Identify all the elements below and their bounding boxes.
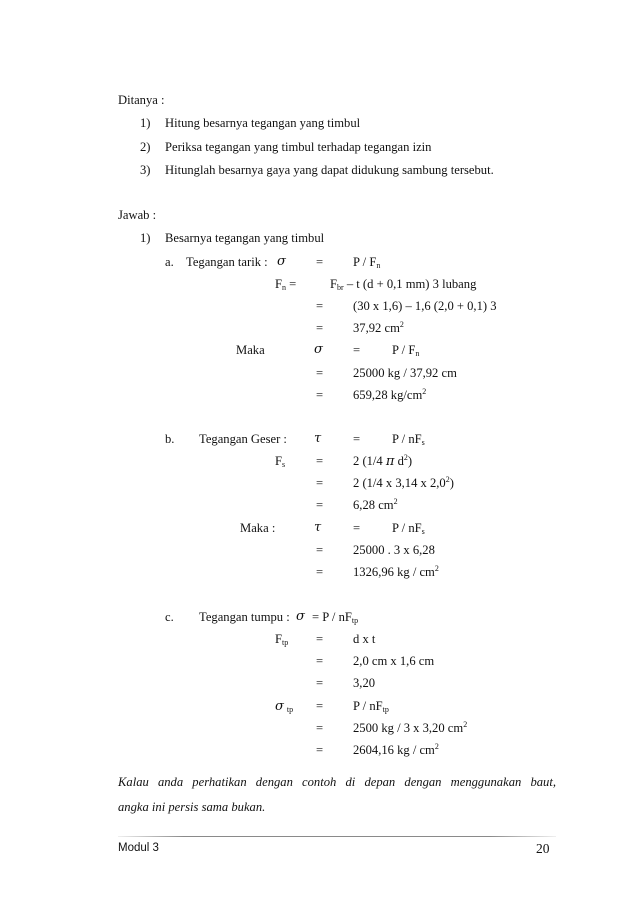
formula-result: 2,0 cm x 1,6 cm — [353, 654, 435, 668]
formula-result: 1326,96 kg / $cm^2$ — [353, 564, 439, 579]
question-text: Periksa tegangan yang timbul terhadap tegangan izin — [165, 140, 432, 154]
formula-result: 37,92 $cm^2$ — [353, 320, 404, 335]
formula-result: 2604,16 kg / $cm^2$ — [353, 742, 439, 757]
equals-sign: = — [316, 454, 324, 468]
question-number: 2) — [140, 140, 151, 154]
footer-module: Modul 3 — [118, 842, 159, 854]
answer-item-text: Besarnya tegangan yang timbul — [165, 231, 325, 245]
ftp-label: $F_{tp}$ — [275, 632, 289, 647]
maka-label: Maka — [236, 343, 265, 357]
equals-sign: = — [316, 654, 324, 668]
part-b-letter: b. — [165, 432, 175, 446]
equals-sign: = — [316, 498, 324, 512]
question-text: Hitung besarnya tegangan yang timbul — [165, 116, 361, 130]
equals-sign: = — [353, 521, 361, 535]
sigma-tp-label: σ $_{tp}$ — [275, 699, 294, 714]
equals-sign: = — [353, 343, 361, 357]
equals-sign: = — [353, 432, 361, 446]
equals-sign: = — [316, 366, 324, 380]
part-a-letter: a. — [165, 255, 174, 269]
formula-result: = P / $nF_{tp}$ — [312, 610, 359, 625]
formula-result: P / $nF_s$ — [392, 432, 425, 447]
formula-result: 25000 kg / 37,92 cm — [353, 366, 457, 380]
maka-label: Maka : — [240, 521, 276, 535]
sigma-symbol: σ — [314, 342, 323, 357]
formula-result: 6,28 $cm^2$ — [353, 497, 398, 512]
formula-result: 25000 . 3 x 6,28 — [353, 543, 435, 557]
fs-label: $F_s$ — [275, 454, 286, 469]
formula-result: 2500 kg / 3 x 3,20 $cm^2$ — [353, 720, 468, 735]
part-b-label: Tegangan Geser : — [199, 432, 287, 446]
closing-line-1: Kalau anda perhatikan dengan contoh di depan dengan menggunakan baut, — [118, 775, 556, 789]
formula-result: P / $nF_s$ — [392, 521, 425, 536]
page-number: 20 — [536, 841, 550, 856]
formula-result: 2 (1/4 x 3,14 x $2,0^2$) — [353, 475, 454, 490]
question-number: 1) — [140, 116, 151, 130]
part-c-letter: c. — [165, 610, 174, 624]
tau-symbol: τ — [314, 431, 322, 446]
jawab-label: Jawab : — [118, 208, 157, 222]
question-number: 3) — [140, 163, 151, 177]
sigma-symbol: σ — [296, 609, 305, 624]
sigma-symbol: σ — [277, 254, 286, 269]
equals-sign: = — [316, 565, 324, 579]
equals-sign: = — [316, 743, 324, 757]
footer-rule — [118, 836, 556, 837]
equals-sign: = — [316, 321, 324, 335]
part-c-label: Tegangan tumpu : — [199, 610, 290, 624]
formula-result: P / $nF_{tp}$ — [353, 699, 389, 714]
formula-result: d x t — [353, 632, 376, 646]
formula-result: P / $F_n$ — [392, 343, 420, 358]
answer-item-number: 1) — [140, 231, 151, 245]
equals-sign: = — [316, 699, 324, 713]
formula-result: $F_{br}$ – t (d + 0,1 mm) 3 lubang — [330, 277, 477, 292]
fn-label: $F_n$ = — [275, 277, 297, 292]
ditanya-label: Ditanya : — [118, 93, 165, 107]
formula-result: (30 x 1,6) – 1,6 (2,0 + 0,1) 3 — [353, 299, 497, 313]
equals-sign: = — [316, 388, 324, 402]
formula-result: P / $F_n$ — [353, 255, 381, 270]
formula-result: 2 (1/4 π $d^2$) — [353, 453, 413, 469]
equals-sign: = — [316, 676, 324, 690]
tau-symbol: τ — [314, 520, 322, 535]
equals-sign: = — [316, 632, 324, 646]
equals-sign: = — [316, 476, 324, 490]
formula-result: 659,28 $kg/cm^2$ — [353, 387, 427, 402]
equals-sign: = — [316, 255, 324, 269]
equals-sign: = — [316, 721, 324, 735]
closing-line-2: angka ini persis sama bukan. — [118, 800, 266, 814]
equals-sign: = — [316, 299, 324, 313]
formula-result: 3,20 — [353, 676, 376, 690]
question-text: Hitunglah besarnya gaya yang dapat didukung sambung tersebut. — [165, 163, 494, 177]
equals-sign: = — [316, 543, 324, 557]
part-a-label: Tegangan tarik : — [186, 255, 268, 269]
